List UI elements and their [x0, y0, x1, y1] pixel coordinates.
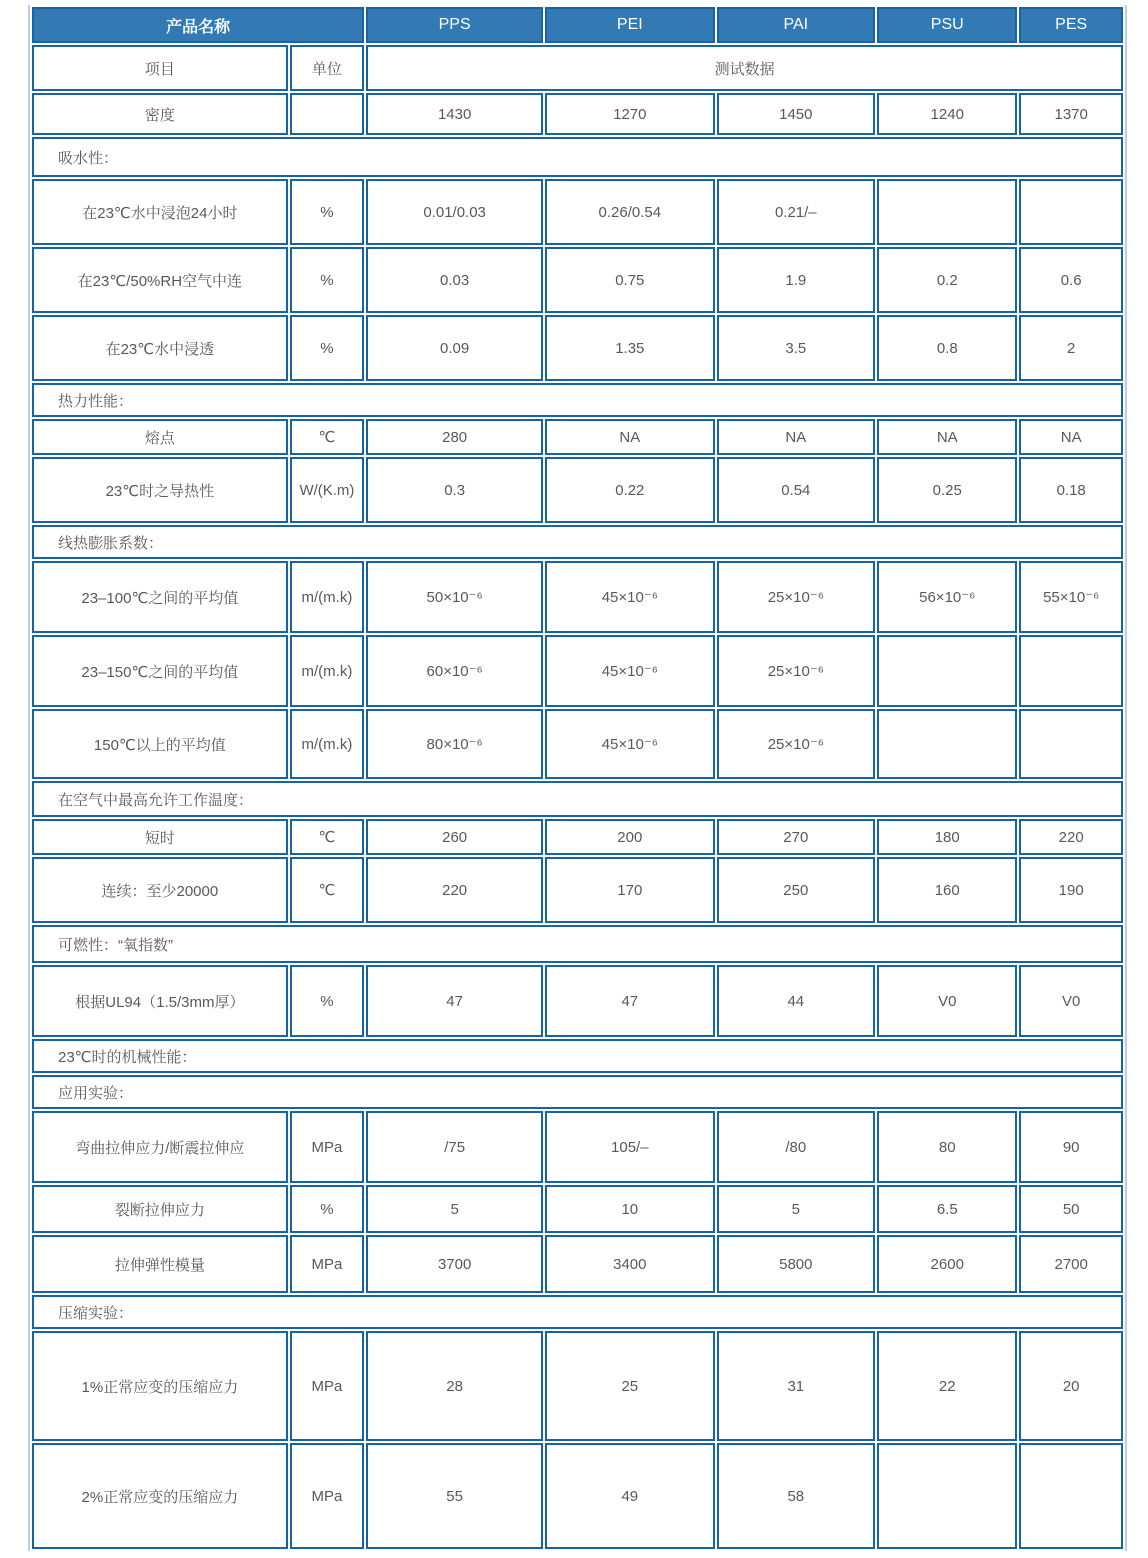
value-cell-psu: 1240: [877, 93, 1017, 135]
row-label: 23℃时之导热性: [32, 457, 288, 523]
unit-cell: m/(m.k): [290, 709, 364, 779]
value-cell-pei: 1.35: [545, 315, 714, 381]
table-row: [32, 419, 1123, 455]
table-row: [32, 857, 1123, 923]
value-cell-pai: 5: [717, 1185, 876, 1233]
value-cell-pps: 28: [366, 1331, 543, 1441]
row-label: 熔点: [32, 419, 288, 455]
value-cell-psu: 22: [877, 1331, 1017, 1441]
table-row: [32, 965, 1123, 1037]
value-cell-pes: [1019, 635, 1123, 707]
unit-cell: MPa: [290, 1331, 364, 1441]
value-cell-pai: 270: [717, 819, 876, 855]
unit-cell: [290, 93, 364, 135]
value-cell-pps: 0.01/0.03: [366, 179, 543, 245]
section-row: [32, 1295, 1123, 1329]
value-cell-pei: 0.26/0.54: [545, 179, 714, 245]
value-cell-pps: 0.09: [366, 315, 543, 381]
table-row: [32, 635, 1123, 707]
value-cell-pps: 280: [366, 419, 543, 455]
value-cell-psu: [877, 635, 1017, 707]
value-cell-pei: 10: [545, 1185, 714, 1233]
product-column-pps: PPS: [366, 7, 543, 43]
section-row: [32, 383, 1123, 417]
section-header: 吸水性：: [32, 137, 1123, 177]
value-cell-pai: 44: [717, 965, 876, 1037]
row-label: 裂断拉伸应力: [32, 1185, 288, 1233]
value-cell-psu: 0.2: [877, 247, 1017, 313]
value-cell-pps: 47: [366, 965, 543, 1037]
value-cell-pes: 0.18: [1019, 457, 1123, 523]
value-cell-pes: 55×10⁻⁶: [1019, 561, 1123, 633]
row-label: 拉伸弹性模量: [32, 1235, 288, 1293]
table-row: [32, 1331, 1123, 1441]
subheader-row: [32, 45, 1123, 91]
value-cell-pei: 47: [545, 965, 714, 1037]
unit-header: 单位: [290, 45, 364, 91]
value-cell-psu: [877, 1443, 1017, 1549]
section-row: [32, 1075, 1123, 1109]
section-header: 23℃时的机械性能：: [32, 1039, 1123, 1073]
row-label: 在23℃水中浸泡24小时: [32, 179, 288, 245]
value-cell-pes: [1019, 179, 1123, 245]
row-label: 150℃以上的平均值: [32, 709, 288, 779]
value-cell-pai: 1450: [717, 93, 876, 135]
unit-cell: m/(m.k): [290, 635, 364, 707]
value-cell-pes: V0: [1019, 965, 1123, 1037]
table-row: [32, 1185, 1123, 1233]
unit-cell: W/(K.m): [290, 457, 364, 523]
value-cell-pai: 25×10⁻⁶: [717, 561, 876, 633]
table-row: [32, 1235, 1123, 1293]
value-cell-pes: 220: [1019, 819, 1123, 855]
table-row: [32, 819, 1123, 855]
row-label: 在23℃水中浸透: [32, 315, 288, 381]
value-cell-pai: 58: [717, 1443, 876, 1549]
unit-cell: ℃: [290, 819, 364, 855]
value-cell-pei: 45×10⁻⁶: [545, 561, 714, 633]
row-label: 1%正常应变的压缩应力: [32, 1331, 288, 1441]
value-cell-pei: 200: [545, 819, 714, 855]
section-header: 应用实验：: [32, 1075, 1123, 1109]
table-row: [32, 179, 1123, 245]
value-cell-psu: 0.25: [877, 457, 1017, 523]
value-cell-pai: 1.9: [717, 247, 876, 313]
section-header: 压缩实验：: [32, 1295, 1123, 1329]
unit-cell: MPa: [290, 1443, 364, 1549]
unit-cell: MPa: [290, 1111, 364, 1183]
value-cell-pei: 0.75: [545, 247, 714, 313]
value-cell-pai: 5800: [717, 1235, 876, 1293]
value-cell-pai: 0.21/–: [717, 179, 876, 245]
value-cell-pes: 20: [1019, 1331, 1123, 1441]
product-column-psu: PSU: [877, 7, 1017, 43]
value-cell-psu: V0: [877, 965, 1017, 1037]
table-row: [32, 709, 1123, 779]
value-cell-pps: 260: [366, 819, 543, 855]
value-cell-pps: 3700: [366, 1235, 543, 1293]
value-cell-psu: 56×10⁻⁶: [877, 561, 1017, 633]
unit-cell: %: [290, 315, 364, 381]
value-cell-pes: 90: [1019, 1111, 1123, 1183]
value-cell-pes: 50: [1019, 1185, 1123, 1233]
row-label: 连续：至少20000: [32, 857, 288, 923]
value-cell-pes: 0.6: [1019, 247, 1123, 313]
value-cell-pps: 60×10⁻⁶: [366, 635, 543, 707]
material-properties-table: [28, 5, 1127, 1551]
value-cell-pai: 250: [717, 857, 876, 923]
value-cell-psu: 160: [877, 857, 1017, 923]
value-cell-pps: 80×10⁻⁶: [366, 709, 543, 779]
value-cell-pps: 0.3: [366, 457, 543, 523]
value-cell-pai: 25×10⁻⁶: [717, 709, 876, 779]
value-cell-pei: 3400: [545, 1235, 714, 1293]
table-row: [32, 561, 1123, 633]
value-cell-pai: /80: [717, 1111, 876, 1183]
product-name-header: 产品名称: [32, 7, 364, 43]
value-cell-pps: /75: [366, 1111, 543, 1183]
unit-cell: ℃: [290, 857, 364, 923]
section-header: 热力性能：: [32, 383, 1123, 417]
table-row: [32, 1443, 1123, 1549]
value-cell-pai: NA: [717, 419, 876, 455]
unit-cell: %: [290, 179, 364, 245]
value-cell-pai: 31: [717, 1331, 876, 1441]
row-label: 在23℃/50%RH空气中连: [32, 247, 288, 313]
table-row: [32, 93, 1123, 135]
item-header: 项目: [32, 45, 288, 91]
row-label: 23–150℃之间的平均值: [32, 635, 288, 707]
unit-cell: %: [290, 247, 364, 313]
table-row: [32, 315, 1123, 381]
value-cell-psu: 6.5: [877, 1185, 1017, 1233]
row-label: 弯曲拉伸应力/断震拉伸应: [32, 1111, 288, 1183]
section-header: 在空气中最高允许工作温度：: [32, 781, 1123, 817]
value-cell-pai: 3.5: [717, 315, 876, 381]
test-data-header: 测试数据: [366, 45, 1123, 91]
value-cell-pei: 170: [545, 857, 714, 923]
value-cell-pes: NA: [1019, 419, 1123, 455]
value-cell-pai: 0.54: [717, 457, 876, 523]
row-label: 密度: [32, 93, 288, 135]
value-cell-pei: 49: [545, 1443, 714, 1549]
value-cell-pei: 0.22: [545, 457, 714, 523]
value-cell-psu: [877, 179, 1017, 245]
product-column-pei: PEI: [545, 7, 714, 43]
value-cell-pes: [1019, 709, 1123, 779]
product-column-pes: PES: [1019, 7, 1123, 43]
section-row: [32, 525, 1123, 559]
table-row: [32, 247, 1123, 313]
value-cell-pes: 190: [1019, 857, 1123, 923]
product-column-pai: PAI: [717, 7, 876, 43]
value-cell-psu: 180: [877, 819, 1017, 855]
value-cell-pei: NA: [545, 419, 714, 455]
unit-cell: m/(m.k): [290, 561, 364, 633]
section-row: [32, 1039, 1123, 1073]
value-cell-pes: 1370: [1019, 93, 1123, 135]
value-cell-pai: 25×10⁻⁶: [717, 635, 876, 707]
value-cell-pps: 220: [366, 857, 543, 923]
value-cell-pei: 45×10⁻⁶: [545, 635, 714, 707]
value-cell-psu: NA: [877, 419, 1017, 455]
section-header: 线热膨胀系数：: [32, 525, 1123, 559]
value-cell-pps: 5: [366, 1185, 543, 1233]
row-label: 短时: [32, 819, 288, 855]
section-row: [32, 781, 1123, 817]
value-cell-pes: 2: [1019, 315, 1123, 381]
value-cell-pps: 50×10⁻⁶: [366, 561, 543, 633]
value-cell-psu: 80: [877, 1111, 1017, 1183]
row-label: 23–100℃之间的平均值: [32, 561, 288, 633]
section-row: [32, 925, 1123, 963]
table-row: [32, 1111, 1123, 1183]
value-cell-psu: [877, 709, 1017, 779]
value-cell-pps: 55: [366, 1443, 543, 1549]
value-cell-pei: 45×10⁻⁶: [545, 709, 714, 779]
unit-cell: %: [290, 965, 364, 1037]
section-row: [32, 137, 1123, 177]
value-cell-pei: 105/–: [545, 1111, 714, 1183]
row-label: 根据UL94（1.5/3mm厚）: [32, 965, 288, 1037]
value-cell-pes: [1019, 1443, 1123, 1549]
value-cell-pes: 2700: [1019, 1235, 1123, 1293]
unit-cell: MPa: [290, 1235, 364, 1293]
value-cell-psu: 0.8: [877, 315, 1017, 381]
table-row: [32, 457, 1123, 523]
value-cell-pps: 0.03: [366, 247, 543, 313]
unit-cell: ℃: [290, 419, 364, 455]
unit-cell: %: [290, 1185, 364, 1233]
value-cell-pei: 1270: [545, 93, 714, 135]
value-cell-psu: 2600: [877, 1235, 1017, 1293]
row-label: 2%正常应变的压缩应力: [32, 1443, 288, 1549]
header-row: [32, 7, 1123, 43]
value-cell-pei: 25: [545, 1331, 714, 1441]
section-header: 可燃性：“氧指数”: [32, 925, 1123, 963]
value-cell-pps: 1430: [366, 93, 543, 135]
